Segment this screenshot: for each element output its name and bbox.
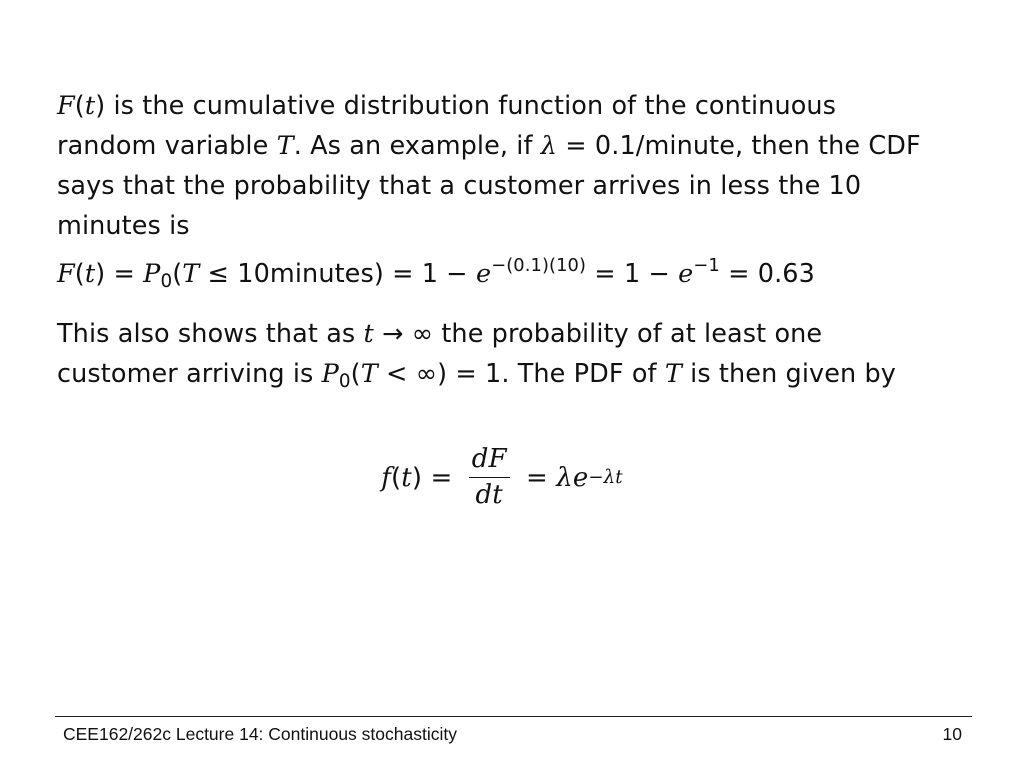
text-run: This also shows that as [57, 319, 364, 350]
math-symbol: ( [74, 91, 85, 121]
math-subscript: 0 [160, 271, 173, 293]
math-symbol: t [84, 259, 96, 290]
math-symbol: ) [95, 259, 106, 290]
math-symbol: ) [95, 91, 106, 121]
math-symbol: ( [350, 359, 361, 390]
fraction-numerator: dF [469, 444, 510, 478]
math-symbol: T [664, 359, 682, 390]
text-run: 10minutes) = 1 − [237, 259, 476, 290]
math-symbol: e [572, 462, 589, 493]
math-operator: = [105, 259, 144, 290]
slide-body [57, 86, 937, 511]
math-symbol: e [678, 259, 694, 290]
paragraph-pdf-intro [57, 314, 937, 402]
fraction [469, 444, 510, 511]
math-symbol: T [276, 131, 294, 161]
math-symbol: ) [411, 462, 423, 493]
equation-pdf-inner [381, 444, 622, 511]
math-operator: ≤ [199, 259, 238, 290]
text-run: the probability of at least one customer arriving is [57, 319, 823, 390]
math-operator: → ∞ [373, 319, 434, 350]
paragraph-cdf-intro [57, 86, 937, 246]
text-run: = 0.1/minute, then the CDF says that the probability that a customer arrives in less the 10 minutes is [57, 131, 921, 241]
text-run: < ∞) = 1. The PDF of [377, 359, 665, 390]
text-run: . As an example, if [293, 131, 541, 161]
text-run: = 0.63 [719, 259, 815, 290]
math-symbol: λ [540, 131, 558, 161]
math-symbol: F [57, 259, 75, 290]
math-symbol: t [84, 91, 96, 121]
math-symbol: λ [556, 462, 573, 493]
math-symbol: ( [172, 259, 183, 290]
math-symbol: t [401, 462, 412, 493]
math-symbol: P [143, 259, 161, 290]
math-symbol: F [57, 91, 75, 121]
math-symbol: ( [391, 462, 402, 493]
math-symbol: e [475, 259, 492, 290]
math-operator: = [517, 462, 557, 493]
math-symbol: T [360, 359, 378, 390]
page-number: 10 [942, 724, 962, 744]
fraction-denominator: dt [475, 480, 503, 511]
footer-lecture-title: CEE162/262c Lecture 14: Continuous stochasticity [63, 724, 457, 744]
math-symbol: f [381, 462, 392, 493]
footer-divider [55, 716, 972, 717]
text-run: is then given by [681, 359, 896, 390]
math-symbol: ( [74, 259, 85, 290]
equation-cdf-example [57, 246, 937, 302]
math-symbol: P [321, 359, 339, 390]
math-symbol: T [182, 259, 200, 290]
math-exponent: −(0.1)(10) [491, 255, 587, 276]
text-run: = 1 − [586, 259, 679, 290]
math-symbol: t [363, 319, 374, 350]
math-subscript: 0 [338, 371, 351, 393]
equation-pdf [57, 444, 937, 511]
text-run: is the cumulative distribution function of the continuous random variable [57, 91, 837, 161]
math-exponent: −λt [588, 466, 623, 488]
math-operator: = [422, 462, 461, 493]
math-exponent: −1 [693, 255, 720, 276]
